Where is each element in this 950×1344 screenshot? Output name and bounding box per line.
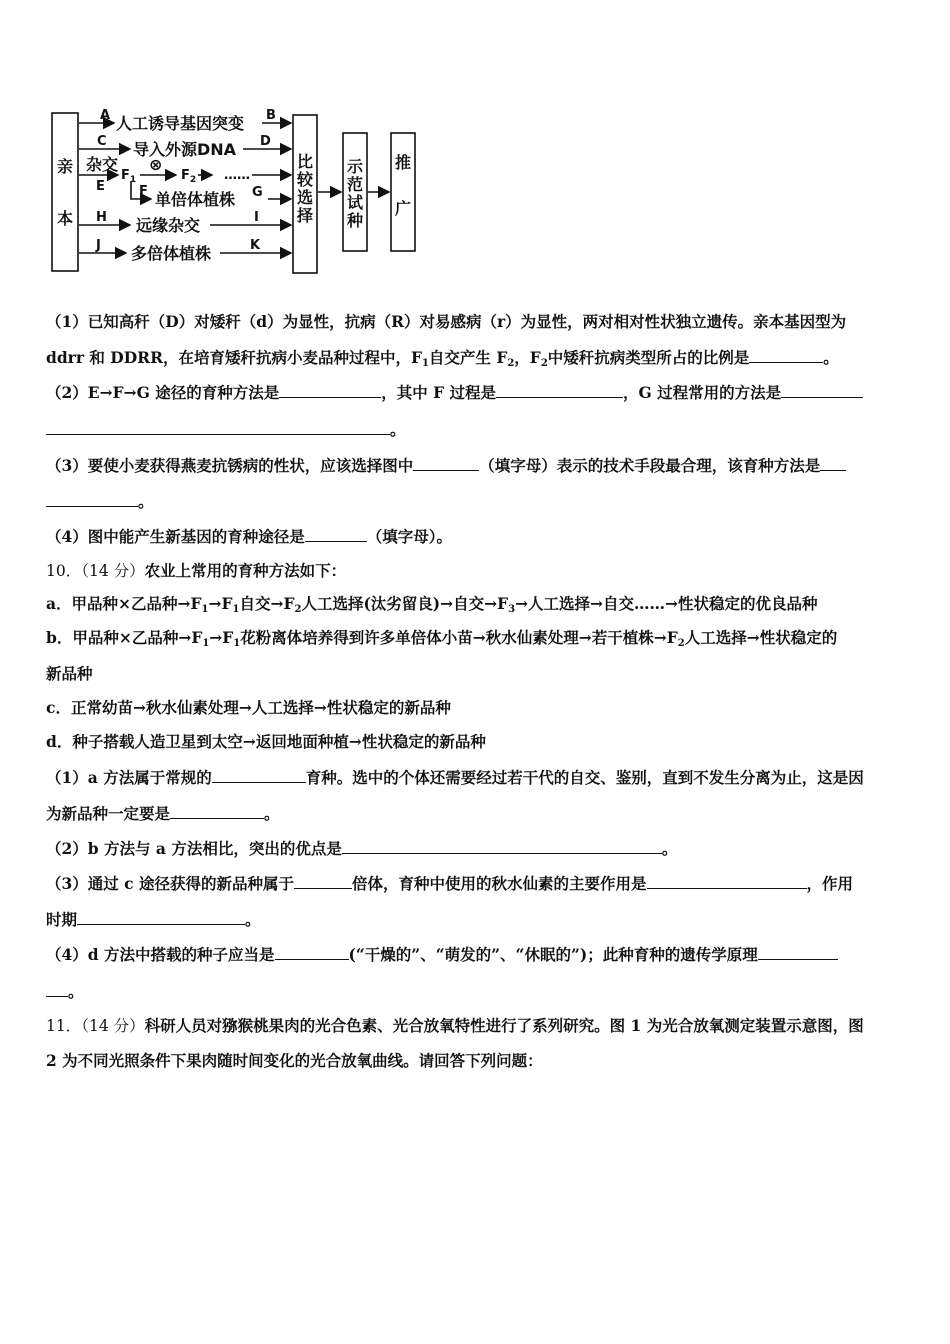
answer-blank[interactable] — [294, 873, 352, 889]
q1-line-1: （1）已知高秆（D）对矮秆（d）为显性，抗病（R）对易感病（r）为显性，两对相对性状独立遗传。亲本基因型为 — [46, 312, 847, 331]
q10-sub2-line: （2）b 方法与 a 方法相比，突出的优点是 。 — [46, 839, 678, 858]
q10-header: 10．（14 分）农业上常用的育种方法如下： — [46, 561, 347, 580]
parent-char-1: 亲 — [57, 157, 74, 176]
q10-method-a: a．甲品种×乙品种$\to F_1\to F_1$自交$\to F_2$人工选择(汰劣留良)→自交$\to F_3\to$人工选择→自交……→性状稳定的优良品种 — [46, 594, 818, 615]
q10-method-b: b．甲品种×乙品种$\to F_1\to F_1$花粉离体培养得到许多单倍体小苗→秋水仙素处理→若干植株$\to F_2$人工选择→性状稳定的 — [46, 628, 838, 649]
answer-blank[interactable] — [820, 455, 846, 471]
promote-box — [391, 133, 415, 251]
breeding-flow-diagram — [0, 0, 950, 290]
q2-line-1: （2）E→F→G 途径的育种方法是 ，其中 F 过程是 ，G 过程常用的方法是 — [46, 382, 908, 403]
answer-blank[interactable] — [749, 347, 823, 363]
q2-line-2: 。 — [46, 419, 908, 440]
promote-char-1: 推 — [395, 153, 412, 172]
f1-label: $F_1$ — [121, 168, 137, 185]
route-letter-b: B — [266, 108, 276, 123]
q10-sub4-line-1: （4）d 方法中搭载的种子应当是 (“干燥的”、“萌发的”、“休眠的”)；此种育种的遗传学原理 — [46, 944, 908, 965]
answer-blank[interactable] — [77, 909, 245, 925]
route-label-distant-cross: 远缘杂交 — [136, 216, 201, 235]
answer-blank[interactable] — [46, 419, 390, 435]
compare-char-4: 择 — [297, 206, 314, 225]
q10-method-d: d．种子搭载人造卫星到太空→返回地面种植→性状稳定的新品种 — [46, 732, 486, 751]
q11-line-1: 11．（14 分）科研人员对猕猴桃果肉的光合色素、光合放氧特性进行了系列研究。图 1 为光合放氧测定装置示意图，图 — [46, 1016, 864, 1035]
compare-char-1: 比 — [297, 152, 314, 171]
route-letter-d: D — [260, 134, 271, 149]
q10-sub1-line-1: （1）a 方法属于常规的 育种。选中的个体还需要经过若干代的自交、鉴别，直到不发生分离为止，这是因 — [46, 768, 864, 787]
answer-blank[interactable] — [496, 382, 623, 398]
answer-blank[interactable] — [170, 803, 264, 819]
continuation-dots: …… — [224, 168, 250, 183]
route-letter-h: H — [96, 210, 107, 225]
route-letter-e: E — [96, 179, 105, 194]
promote-char-2: 广 — [395, 199, 412, 218]
answer-blank[interactable] — [647, 873, 807, 889]
route-label-cross: 杂交 — [86, 155, 119, 174]
q10-sub4-line-2: 。 — [46, 981, 908, 1002]
q10-method-c: c．正常幼苗→秋水仙素处理→人工选择→性状稳定的新品种 — [46, 698, 451, 717]
q3-line-2: 。 — [46, 491, 908, 512]
answer-blank[interactable] — [275, 944, 349, 960]
answer-blank[interactable] — [279, 382, 381, 398]
answer-blank[interactable] — [212, 767, 306, 783]
q1-line-2: ddrr 和 DDRR，在培育矮秆抗病小麦品种过程中，$F_1$自交产生 $F_2$，$F_2$中矮秆抗病类型所占的比例是 。 — [46, 348, 839, 369]
compare-char-2: 较 — [297, 170, 314, 189]
route-label-haploid: 单倍体植株 — [155, 190, 236, 209]
demo-char-1: 示 — [347, 157, 364, 176]
route-letter-g: G — [252, 185, 263, 200]
answer-blank[interactable] — [342, 838, 662, 854]
compare-char-3: 选 — [297, 188, 314, 207]
route-letter-j: J — [96, 238, 101, 253]
answer-blank[interactable] — [781, 382, 863, 398]
answer-blank[interactable] — [305, 526, 367, 542]
route-letter-a: A — [100, 108, 111, 123]
route-label-dna: 导入外源DNA — [133, 140, 237, 159]
q10-sub3-line-2: 时期 。 — [46, 910, 261, 929]
route-letter-f: F — [139, 184, 148, 199]
q10-sub3-line-1: （3）通过 c 途径获得的新品种属于 倍体，育种中使用的秋水仙素的主要作用是 ，作用 — [46, 874, 854, 893]
route-letter-k: K — [250, 238, 261, 253]
q10-method-b-cont: 新品种 — [46, 664, 93, 683]
parent-box — [52, 113, 78, 271]
demo-char-2: 范 — [347, 175, 364, 194]
q10-sub1-line-2: 为新品种一定要是 。 — [46, 804, 280, 823]
route-label-mutation: 人工诱导基因突变 — [116, 114, 245, 133]
demo-char-3: 试 — [347, 193, 364, 212]
answer-blank[interactable] — [413, 455, 479, 471]
selfing-symbol-icon: ⊗ — [149, 155, 163, 174]
answer-blank[interactable] — [758, 944, 838, 960]
q11-line-2: 2 为不同光照条件下果肉随时间变化的光合放氧曲线。请回答下列问题： — [46, 1051, 543, 1070]
demo-char-4: 种 — [347, 211, 364, 230]
q4-line: （4）图中能产生新基因的育种途径是 （填字母）。 — [46, 527, 453, 546]
route-letter-c: C — [97, 134, 107, 149]
answer-blank[interactable] — [46, 491, 138, 507]
route-letter-i: I — [254, 210, 259, 225]
q3-line-1: （3）要使小麦获得燕麦抗锈病的性状，应该选择图中 （填字母）表示的技术手段最合理，该育种方法是 — [46, 455, 908, 476]
f2-label: $F_2$ — [181, 168, 197, 185]
parent-char-2: 本 — [57, 209, 74, 228]
route-label-polyploid: 多倍体植株 — [131, 244, 212, 263]
answer-blank[interactable] — [46, 981, 68, 997]
